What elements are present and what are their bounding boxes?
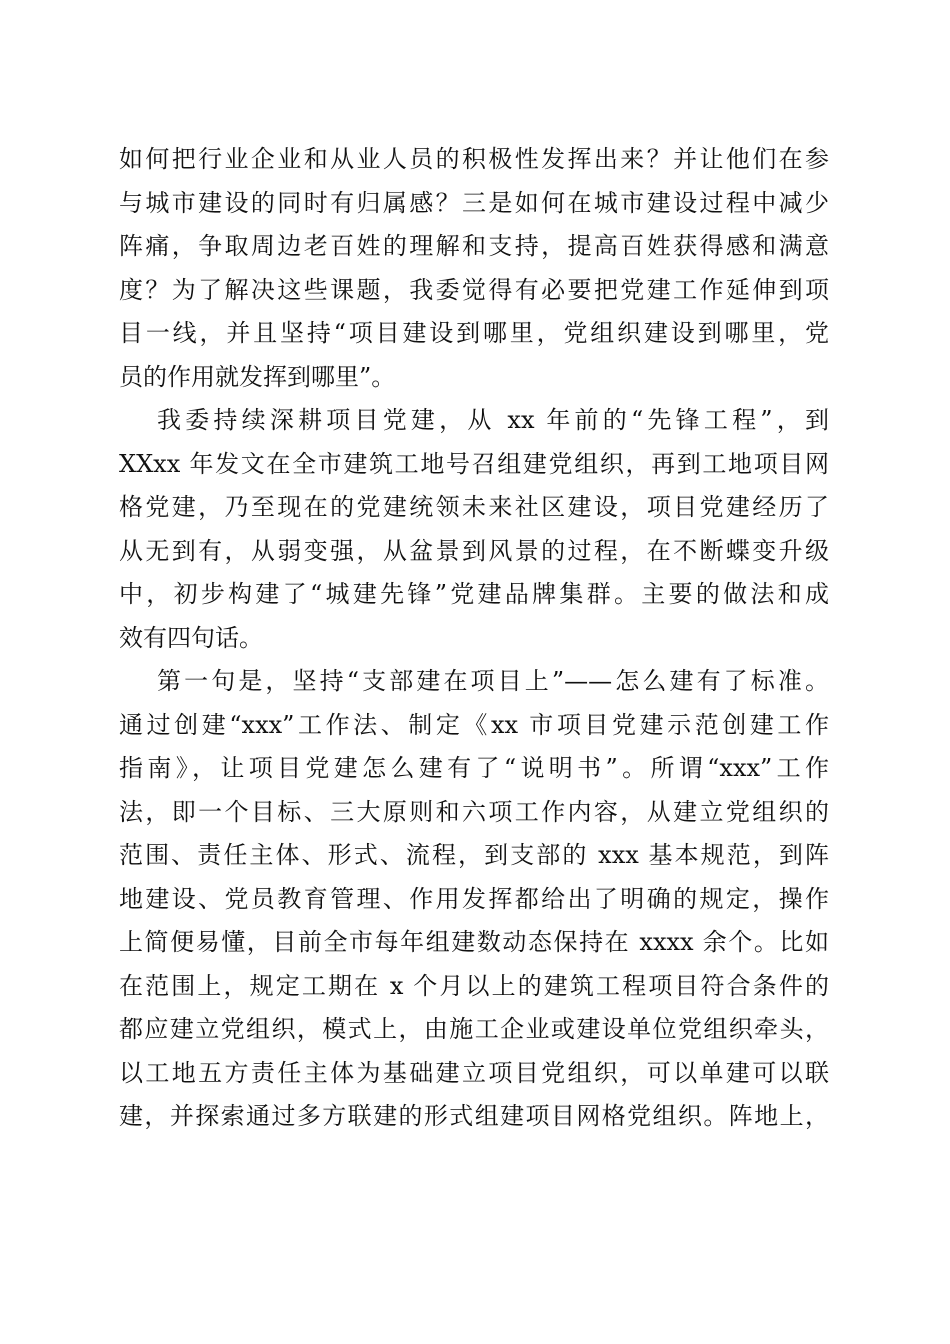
paragraph-2-line-5: 中，初步构建了“城建先锋”党建品牌集群。主要的做法和成 (119, 580, 829, 608)
paragraph-1-line-1: 如何把行业企业和从业人员的积极性发挥出来？并让他们在参 (119, 145, 829, 173)
paragraph-2-line-4: 从无到有，从弱变强，从盆景到风景的过程，在不断蝶变升级 (119, 536, 829, 565)
paragraph-2-line-1: 我委持续深耕项目党建，从 xx 年前的“先锋工程”，到 (157, 406, 829, 434)
paragraph-3-line-11: 建，并探索通过多方联建的形式组建项目网格党组织。阵地上， (119, 1102, 829, 1130)
paragraph-1-line-2: 与城市建设的同时有归属感？三是如何在城市建设过程中减少 (119, 188, 829, 217)
paragraph-2-line-2: XXxx 年发文在全市建筑工地号召组建党组织，再到工地项目网 (119, 449, 829, 478)
paragraph-3-line-9: 都应建立党组织，模式上，由施工企业或建设单位党组织牵头， (119, 1015, 829, 1043)
paragraph-2-line-3: 格党建，乃至现在的党建统领未来社区建设，项目党建经历了 (119, 493, 829, 521)
paragraph-3-line-10: 以工地五方责任主体为基础建立项目党组织，可以单建可以联 (119, 1058, 829, 1087)
paragraph-3-line-6: 地建设、党员教育管理、作用发挥都给出了明确的规定，操作 (119, 884, 829, 913)
paragraph-3-line-5: 范围、责任主体、形式、流程，到支部的 xxx 基本规范，到阵 (119, 841, 829, 869)
paragraph-3-line-7: 上简便易懂，目前全市每年组建数动态保持在 xxxx 余个。比如 (119, 928, 829, 956)
paragraph-2-line-6: 效有四句话。 (119, 623, 263, 652)
paragraph-1-line-4: 度？为了解决这些课题，我委觉得有必要把党建工作延伸到项 (119, 275, 829, 304)
paragraph-3-line-4: 法，即一个目标、三大原则和六项工作内容，从建立党组织的 (119, 797, 829, 826)
paragraph-1-line-6: 员的作用就发挥到哪里”。 (119, 362, 396, 391)
paragraph-3-line-1: 第一句是，坚持“支部建在项目上”——怎么建有了标准。 (157, 667, 829, 695)
paragraph-1-line-5: 目一线，并且坚持“项目建设到哪里，党组织建设到哪里，党 (119, 319, 829, 347)
paragraph-3-line-8: 在范围上，规定工期在 x 个月以上的建筑工程项目符合条件的 (119, 971, 829, 1000)
paragraph-3-line-3: 指南》，让项目党建怎么建有了“说明书”。所谓“xxx”工作 (119, 754, 829, 782)
paragraph-1-line-3: 阵痛，争取周边老百姓的理解和支持，提高百姓获得感和满意 (119, 232, 829, 260)
body-text (119, 138, 829, 1139)
paragraph-3-line-2: 通过创建“xxx”工作法、制定《xx 市项目党建示范创建工作 (119, 710, 829, 739)
